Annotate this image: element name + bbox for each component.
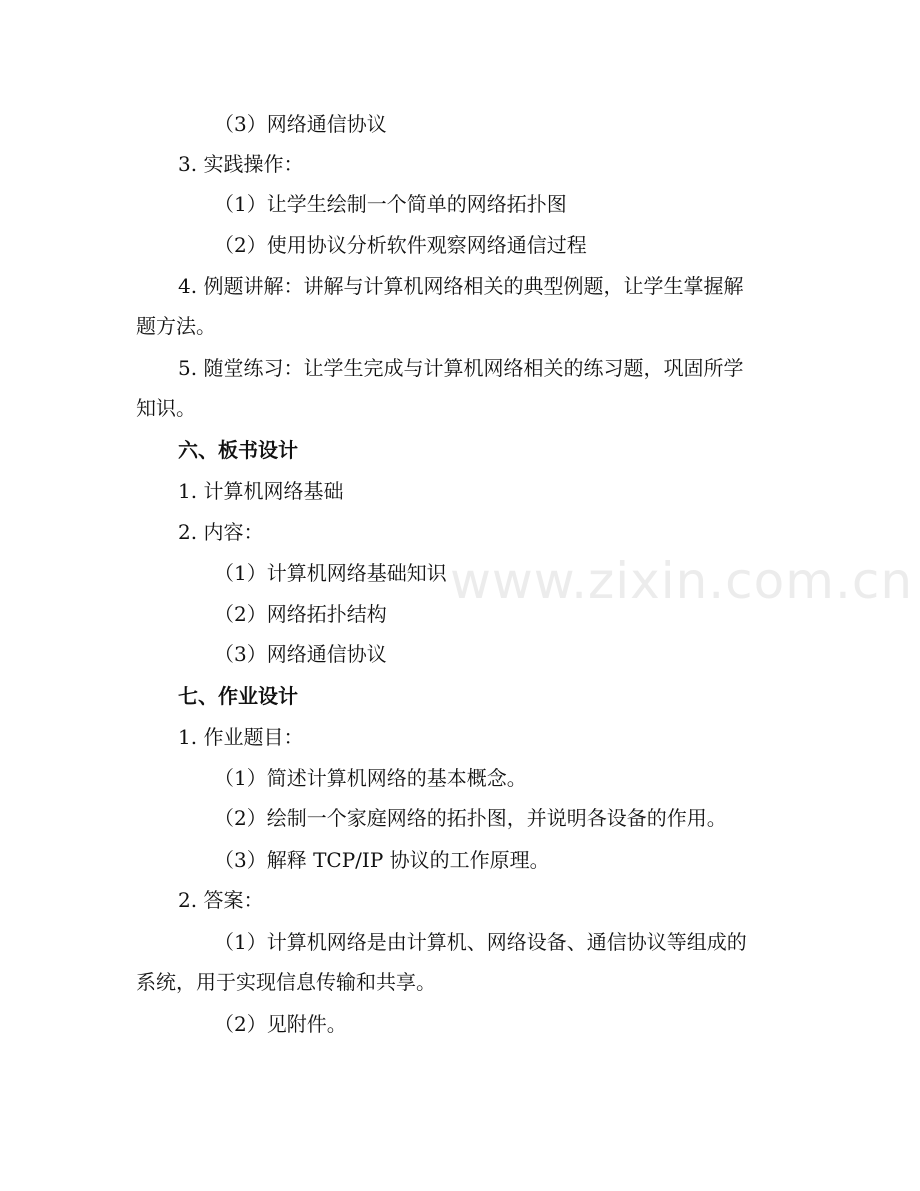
text-line: （1）简述计算机网络的基本概念。 <box>214 766 527 790</box>
text-line: 知识。 <box>136 396 196 420</box>
text-line: 1. 计算机网络基础 <box>178 479 344 503</box>
text-line: 1. 作业题目： <box>178 725 304 749</box>
text-line: （1）让学生绘制一个简单的网络拓扑图 <box>214 192 567 216</box>
text-line: （2）使用协议分析软件观察网络通信过程 <box>214 233 587 257</box>
section-heading: 六、板书设计 <box>178 438 298 462</box>
text-line: （2）绘制一个家庭网络的拓扑图，并说明各设备的作用。 <box>214 806 727 830</box>
text-line: （3）解释 TCP/IP 协议的工作原理。 <box>214 848 550 872</box>
text-line: （2）见附件。 <box>214 1012 347 1036</box>
text-line: 5. 随堂练习：让学生完成与计算机网络相关的练习题，巩固所学 <box>178 356 744 380</box>
text-line: 2. 内容： <box>178 520 264 544</box>
section-heading: 七、作业设计 <box>178 684 298 708</box>
text-line: 系统，用于实现信息传输和共享。 <box>136 970 436 994</box>
text-line: 题方法。 <box>136 314 216 338</box>
text-line: （2）网络拓扑结构 <box>214 602 387 626</box>
text-line: （3）网络通信协议 <box>214 112 387 136</box>
text-line: 2. 答案： <box>178 888 264 912</box>
text-line: 3. 实践操作： <box>178 152 304 176</box>
text-line: 4. 例题讲解：讲解与计算机网络相关的典型例题，让学生掌握解 <box>178 274 744 298</box>
text-line: （3）网络通信协议 <box>214 642 387 666</box>
watermark: www.zixin.com.cn <box>450 552 914 610</box>
text-line: （1）计算机网络是由计算机、网络设备、通信协议等组成的 <box>214 930 747 954</box>
text-line: （1）计算机网络基础知识 <box>214 561 447 585</box>
